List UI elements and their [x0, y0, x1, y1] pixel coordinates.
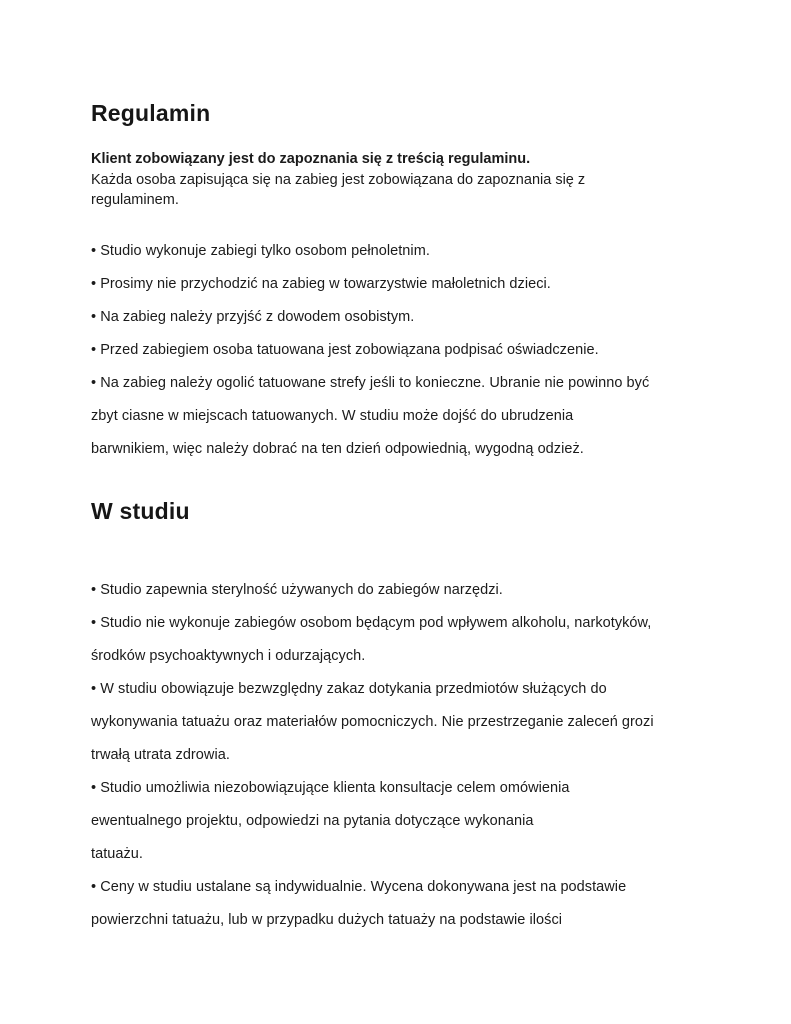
document-line: • Na zabieg należy przyjść z dowodem osobistym.: [91, 308, 415, 325]
intro-paragraph: [91, 149, 701, 211]
document-line: • Ceny w studiu ustalane są indywidualnie. Wycena dokonywana jest na podstawie: [91, 878, 627, 895]
document-line: • Na zabieg należy ogolić tatuowane strefy jeśli to konieczne. Ubranie nie powinno być: [91, 374, 650, 391]
document-title: Regulamin: [91, 100, 211, 127]
document-line: • Studio umożliwia niezobowiązujące klienta konsultacje celem omówienia: [91, 779, 570, 796]
document-line: Każda osoba zapisująca się na zabieg jest zobowiązana do zapoznania się z: [91, 171, 586, 188]
rules-list-general: [91, 235, 701, 466]
document-line: • W studiu obowiązuje bezwzględny zakaz dotykania przedmiotów służących do: [91, 680, 607, 697]
section-title-w-studiu: W studiu: [91, 497, 190, 524]
intro-lines: [91, 170, 701, 211]
document-line: trwałą utrata zdrowia.: [91, 746, 230, 763]
document-line: • Prosimy nie przychodzić na zabieg w towarzystwie małoletnich dzieci.: [91, 275, 551, 292]
document-line: wykonywania tatuażu oraz materiałów pomocniczych. Nie przestrzeganie zaleceń grozi: [91, 713, 654, 730]
intro-bold-line: Klient zobowiązany jest do zapoznania się z treścią regulaminu.: [91, 151, 531, 168]
document-line: • Studio nie wykonuje zabiegów osobom będącym pod wpływem alkoholu, narkotyków,: [91, 614, 652, 631]
document-line: barwnikiem, więc należy dobrać na ten dzień odpowiednią, wygodną odzież.: [91, 440, 584, 457]
rules-list-studio: [91, 574, 701, 937]
document-line: środków psychoaktywnych i odurzających.: [91, 647, 366, 664]
document-line: • Przed zabiegiem osoba tatuowana jest zobowiązana podpisać oświadczenie.: [91, 341, 599, 358]
document-line: zbyt ciasne w miejscach tatuowanych. W studiu może dojść do ubrudzenia: [91, 407, 574, 424]
document-line: • Studio zapewnia sterylność używanych do zabiegów narzędzi.: [91, 581, 503, 598]
document-line: tatuażu.: [91, 845, 143, 862]
document-line: • Studio wykonuje zabiegi tylko osobom pełnoletnim.: [91, 242, 430, 259]
document-line: ewentualnego projektu, odpowiedzi na pytania dotyczące wykonania: [91, 812, 534, 829]
document-line: powierzchni tatuażu, lub w przypadku dużych tatuaży na podstawie ilości: [91, 911, 563, 928]
document-line: regulaminem.: [91, 192, 179, 209]
